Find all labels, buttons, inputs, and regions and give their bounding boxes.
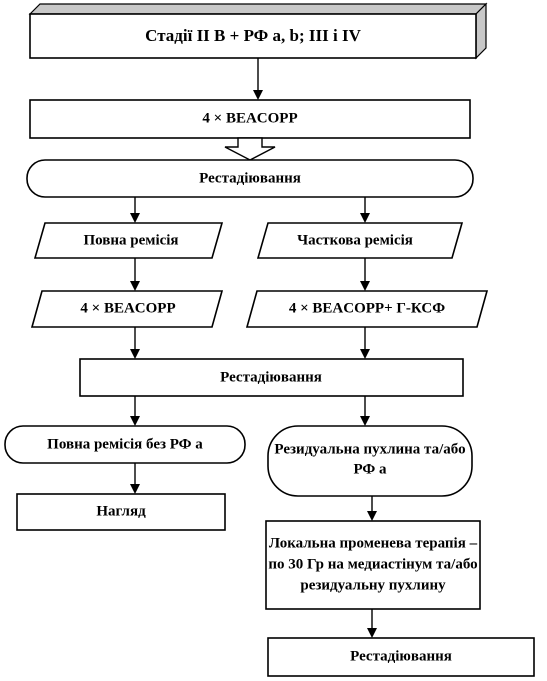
- beacopp-top-label: 4 × BEACOPP: [202, 110, 298, 127]
- node-beacopp-gcsf: [247, 291, 487, 327]
- partial-remission-label: Часткова ремісія: [297, 232, 413, 249]
- residual-tumor-line-1: Резидуальна пухлина та/або: [274, 441, 466, 458]
- node-residual-tumor: [268, 426, 472, 496]
- complete-remission-label: Повна ремісія: [83, 232, 179, 249]
- node-beacopp-top: [30, 100, 470, 138]
- hollow-down-arrow: [225, 138, 275, 160]
- beacopp-gcsf-label: 4 × BEACOPP+ Г-КСФ: [288, 300, 446, 317]
- node-radiotherapy: [266, 521, 480, 609]
- observation-label: Нагляд: [96, 503, 146, 520]
- restaging-1-label: Рестадіювання: [199, 170, 301, 187]
- node-complete-remission-no-rf: [5, 426, 245, 463]
- node-restaging-3: [268, 638, 534, 676]
- node-observation: [17, 494, 225, 530]
- radiotherapy-line-2: по 30 Гр на медиастінум та/або: [268, 556, 478, 573]
- residual-tumor-line-2: РФ а: [353, 461, 387, 478]
- node-stages: [30, 4, 486, 58]
- stages-label: Стадії ІІ В + РФ а, b; ІІІ і ІV: [145, 25, 361, 45]
- restaging-2-label: Рестадіювання: [220, 369, 322, 386]
- node-complete-remission: [35, 223, 222, 258]
- node-restaging-2: [80, 359, 463, 396]
- complete-remission-no-rf-label: Повна ремісія без РФ а: [47, 436, 203, 453]
- restaging-3-label: Рестадіювання: [350, 648, 452, 665]
- node-beacopp-left: [32, 291, 222, 327]
- node-restaging-1: [27, 160, 473, 197]
- beacopp-left-label: 4 × BEACOPP: [80, 300, 176, 317]
- node-partial-remission: [258, 223, 462, 258]
- radiotherapy-line-3: резидуальну пухлину: [300, 577, 446, 594]
- radiotherapy-line-1: Локальна променева терапія –: [268, 535, 478, 552]
